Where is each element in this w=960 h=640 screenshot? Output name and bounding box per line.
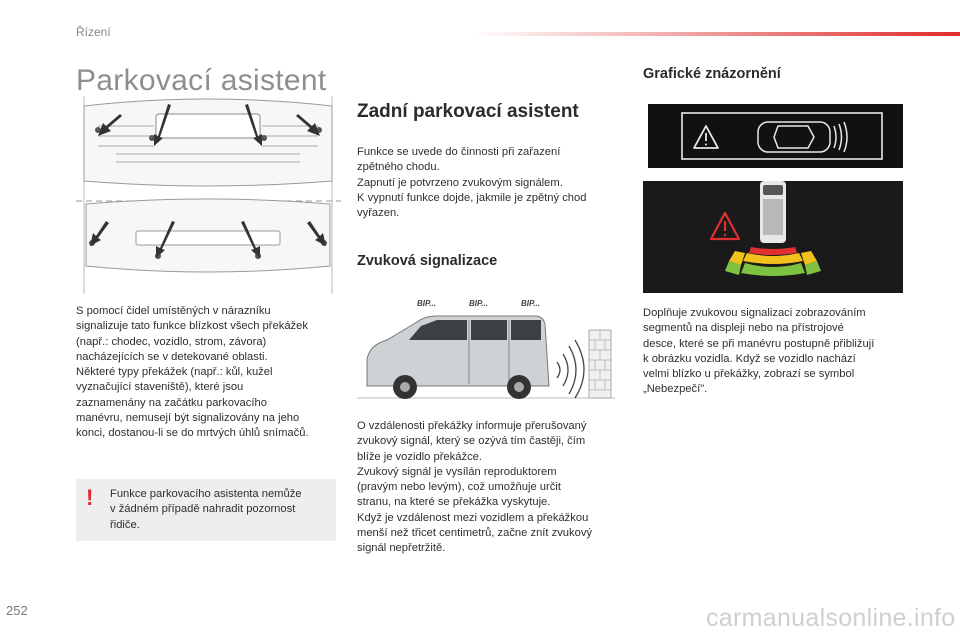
text-line: O vzdálenosti překážky informuje přerušovaný [357,420,587,432]
text-line: Doplňuje zvukovou signalizaci zobrazováním [643,307,866,319]
page-number: 252 [6,603,28,618]
text-line: signál nepřetržitě. [357,542,446,555]
text-line: manévru, nemusejí být signalizovány na jeho [76,412,300,425]
bumper-sensors-illustration [76,96,341,294]
graphic-paragraph [643,306,913,398]
beep-label: BIP... [469,299,488,308]
section-title-sound-signal: Zvuková signalizace [357,253,498,269]
text-line: v žádném případě nahradit pozornost [110,503,296,516]
text-line: Zvukový signál je vysílán reproduktorem [357,465,557,478]
text-line: Zapnutí je potvrzeno zvukovým signálem. [357,176,563,189]
text-line: Funkce se uvede do činnosti při zařazení [357,146,561,158]
section-title-graphic-display: Grafické znázornění [643,66,781,82]
section-title-rear-assist: Zadní parkovací asistent [357,101,579,122]
text-line: velmi blízko u překážky, zobrazí se symbol [643,368,855,381]
beep-label: BIP... [521,299,540,308]
text-line: Některé typy překážek (např.: kůl, kužel [76,366,273,379]
text-line: (pravým nebo levým), což umožňuje určit [357,481,561,494]
text-line: K vypnutí funkce dojde, jakmile je zpětný chod [357,191,587,204]
rear-sensor-display [643,181,903,293]
text-line: zpětného chodu. [357,161,440,174]
chapter-title: Řízení [76,25,111,39]
text-line: Funkce parkovacího asistenta nemůže [110,488,302,500]
text-line: desce, které se při manévru postupně přibližují [643,337,875,350]
text-line: „Nebezpečí". [643,383,708,396]
text-line: nacházejících se v detekované oblasti. [76,350,268,363]
instrument-panel-display [648,104,903,168]
rear-assist-paragraph [357,145,619,221]
text-line: zaznamenány na začátku parkovacího [76,396,267,409]
warning-icon: ! [86,485,94,510]
text-line: signalizuje tato funkce blízkost všech překážek [76,320,308,333]
page-title: Parkovací asistent [76,64,327,97]
text-line: řidiče. [110,518,140,531]
text-line: k obrázku vozidla. Když se vozidlo nachází [643,352,856,365]
warning-box [76,479,336,541]
intro-paragraph [76,304,346,442]
warning-text [110,487,330,533]
text-line: (např.: chodec, vozidlo, strom, závora) [76,335,267,348]
text-line: menší než třicet centimetrů, začne znít zvukový [357,527,593,540]
text-line: stranu, na které se překážka vyskytuje. [357,496,551,509]
text-line: blíže je vozidlo překážce. [357,450,482,463]
text-line: vyznačující staveniště), které jsou [76,381,244,394]
text-line: segmentů na displeji nebo na přístrojové [643,322,844,335]
header-accent-line [470,32,960,36]
text-line: vyřazen. [357,207,400,220]
sound-signal-paragraph [357,419,627,557]
beep-label: BIP... [417,299,436,308]
text-line: S pomocí čidel umístěných v nárazníku [76,305,271,317]
text-line: zvukový signál, který se ozývá tím častěji, čím [357,435,586,448]
van-reversing-illustration [357,290,615,408]
text-line: Když je vzdálenost mezi vozidlem a překážkou [357,511,589,524]
text-line: konci, dostanou-li se do mrtvých úhlů snímačů. [76,427,309,440]
watermark: carmanualsonline.info [706,604,956,632]
